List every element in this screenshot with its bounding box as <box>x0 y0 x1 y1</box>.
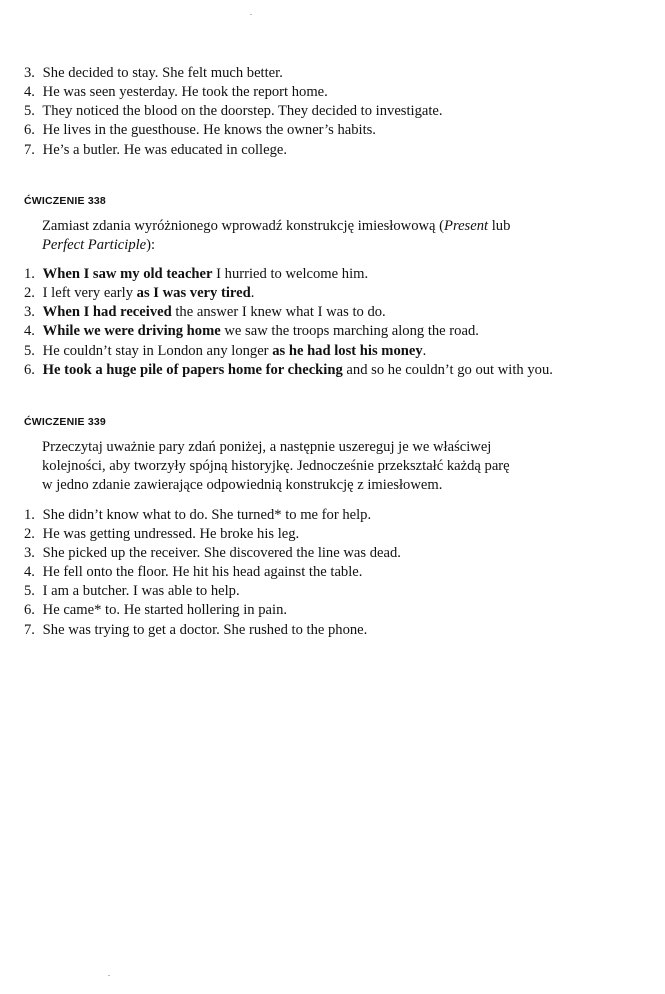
list-item: 3. She decided to stay. She felt much better. <box>24 65 283 81</box>
list-item: 5. They noticed the blood on the doorstep. They decided to investigate. <box>24 103 443 119</box>
list-item: 2. I left very early as I was very tired. <box>24 285 255 301</box>
list-item: 5. He couldn’t stay in London any longer as he had lost his money. <box>24 343 427 359</box>
scan-speck <box>108 975 110 976</box>
list-item: 6. He lives in the guesthouse. He knows the owner’s habits. <box>24 122 376 138</box>
list-item: 1. When I saw my old teacher I hurried to welcome him. <box>24 266 369 282</box>
list-item: 3. When I had received the answer I knew what I was to do. <box>24 304 386 320</box>
list-item: 6. He took a huge pile of papers home for checking and so he couldn’t go out with you. <box>24 362 553 378</box>
list-item: 1. She didn’t know what to do. She turned* to me for help. <box>24 507 372 523</box>
list-item: 4. He was seen yesterday. He took the report home. <box>24 84 328 100</box>
list-item: 6. He came* to. He started hollering in pain. <box>24 602 288 618</box>
list-item: 3. She picked up the receiver. She discovered the line was dead. <box>24 545 401 561</box>
list-item: 7. He’s a butler. He was educated in college. <box>24 142 288 158</box>
list-item: 4. While we were driving home we saw the troops marching along the road. <box>24 323 479 339</box>
exercise-339-instruction: Przeczytaj uważnie pary zdań poniżej, a następnie uszereguj je we właściwej kolejności, aby tworzyły spójną historyjkę. Jednocześnie przekształć każdą parę w jedno zdanie zawierające odpowiednią konstrukcję z imiesłowem. <box>42 439 510 493</box>
list-item: 5. I am a butcher. I was able to help. <box>24 583 240 599</box>
list-item: 2. He was getting undressed. He broke his leg. <box>24 526 300 542</box>
list-item: 4. He fell onto the floor. He hit his head against the table. <box>24 564 363 580</box>
exercise-338-heading: ĆWICZENIE 338 <box>24 195 106 207</box>
exercise-339-heading: ĆWICZENIE 339 <box>24 416 106 428</box>
scan-speck <box>250 14 252 15</box>
exercise-338-instruction: Zamiast zdania wyróżnionego wprowadź konstrukcję imiesłowową (Present lub Perfect Participle): <box>42 218 511 253</box>
list-item: 7. She was trying to get a doctor. She rushed to the phone. <box>24 622 368 638</box>
